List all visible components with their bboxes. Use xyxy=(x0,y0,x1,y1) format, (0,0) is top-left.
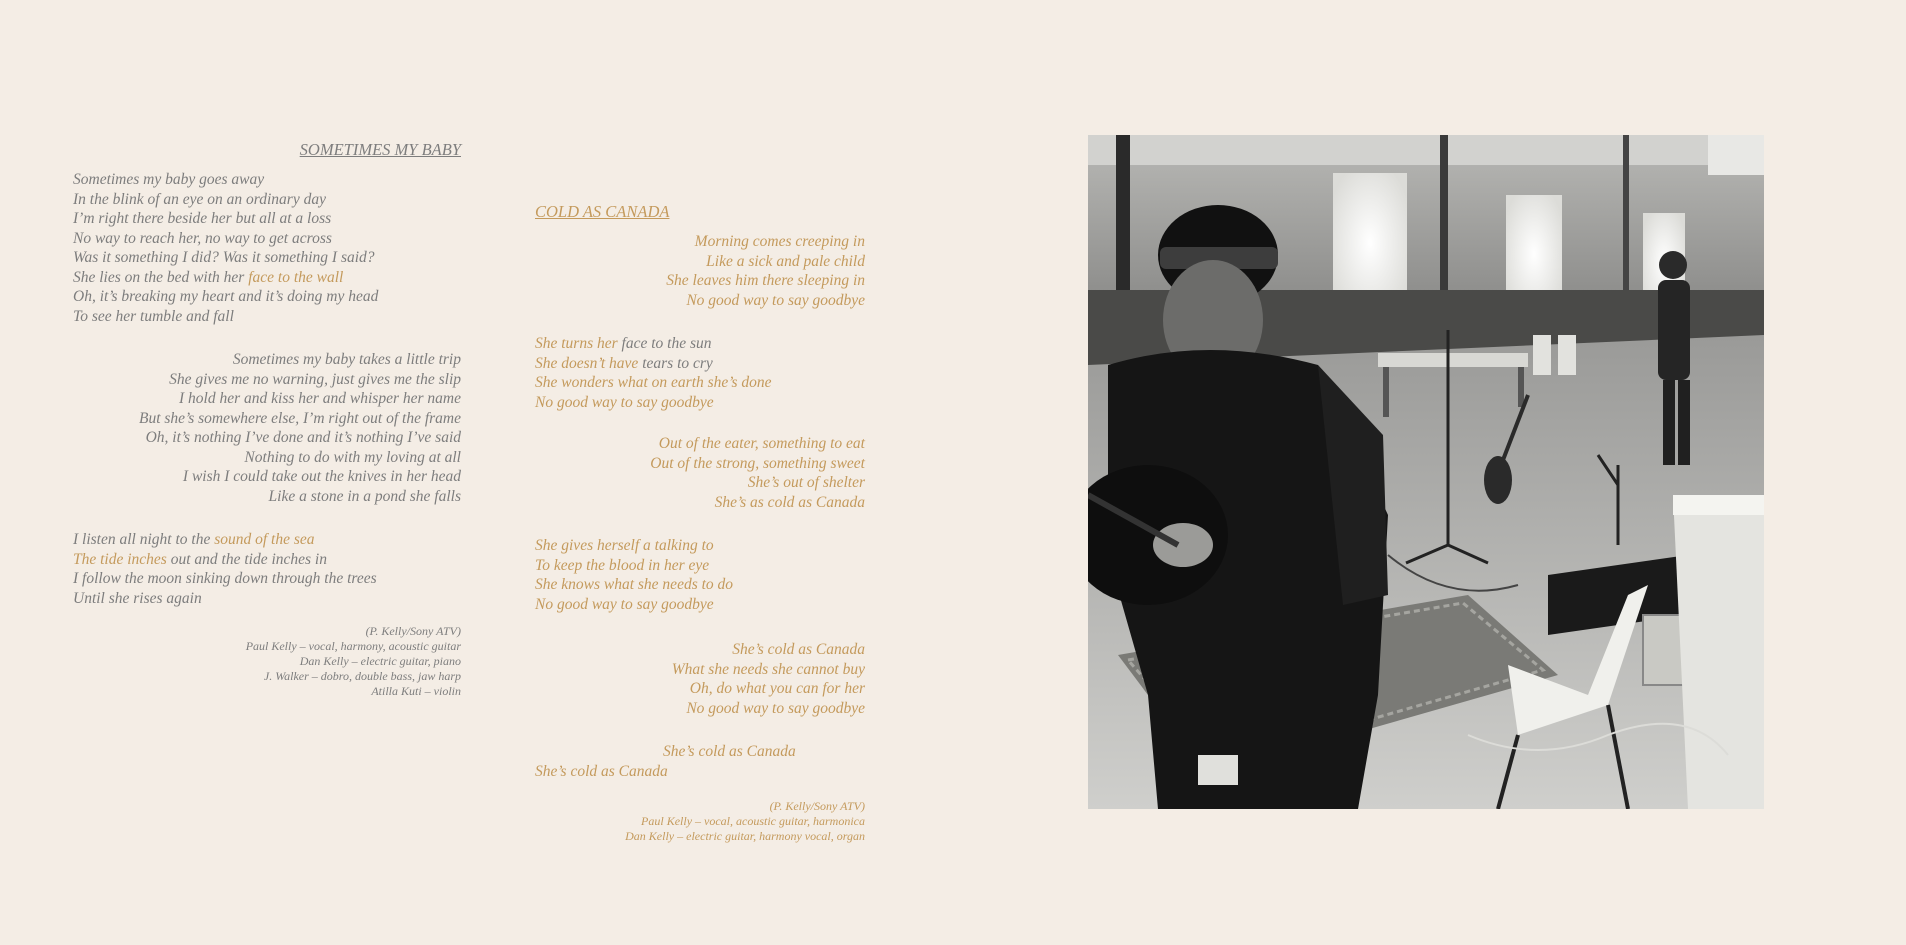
lyric-line: She’s cold as Canada xyxy=(732,641,865,658)
song-credits xyxy=(535,799,865,844)
lyric-line: Like a sick and pale child xyxy=(706,252,865,270)
song-title: SOMETIMES MY BABY xyxy=(299,140,461,159)
lyric-line: No good way to say goodbye xyxy=(535,595,714,613)
lyric-line: She gives herself a talking to xyxy=(535,537,714,554)
lyric-line: Nothing to do with my loving at all xyxy=(244,448,461,466)
lyric-line: Oh, it’s nothing I’ve done and it’s nothing I’ve said xyxy=(145,429,461,446)
stanza-1 xyxy=(535,232,865,310)
lyric-line: She’s cold as Canada xyxy=(663,743,796,760)
publisher-credit: (P. Kelly/Sony ATV) xyxy=(365,624,461,638)
lyrics-cold-as-canada xyxy=(535,202,865,844)
lyric-line xyxy=(73,268,461,288)
stanza-2 xyxy=(535,334,865,412)
stanza-1 xyxy=(73,170,461,326)
lyrics-sometimes-my-baby xyxy=(73,140,461,699)
lyric-line: To keep the blood in her eye xyxy=(535,556,710,574)
lyric-line: Oh, it’s breaking my heart and it’s doing my head xyxy=(73,288,379,305)
lyric-highlight: tears to cry xyxy=(642,354,713,372)
lyric-line: She wonders what on earth she’s done xyxy=(535,374,772,391)
lyric-line: No good way to say goodbye xyxy=(686,699,865,717)
stanza-6 xyxy=(535,742,865,781)
lyric-line: To see her tumble and fall xyxy=(73,307,234,325)
lyric-highlight: The tide inches xyxy=(73,550,167,568)
musician-credit: J. Walker – dobro, double bass, jaw harp xyxy=(263,669,461,683)
lyric-line: But she’s somewhere else, I’m right out of the frame xyxy=(138,409,461,427)
lyric-fragment: She doesn’t have xyxy=(535,354,643,372)
stanza-3 xyxy=(535,434,865,512)
lyric-line: She knows what she needs to do xyxy=(535,576,734,593)
stanza-4 xyxy=(535,536,865,614)
stanza-3 xyxy=(73,530,461,608)
lyric-line: No good way to say goodbye xyxy=(535,393,714,411)
lyric-line: Morning comes creeping in xyxy=(694,233,865,250)
lyric-line xyxy=(535,334,865,354)
musician-credit: Atilla Kuti – violin xyxy=(371,684,461,698)
lyric-line: What she needs she cannot buy xyxy=(671,660,865,678)
lyric-line: Sometimes my baby goes away xyxy=(73,171,265,188)
studio-photo xyxy=(1088,135,1764,809)
photo-illustration xyxy=(1088,135,1764,809)
lyric-line: Out of the eater, something to eat xyxy=(658,435,865,452)
lyric-line xyxy=(535,354,865,374)
lyric-line: I’m right there beside her but all at a loss xyxy=(73,210,332,227)
lyric-line: She’s cold as Canada xyxy=(535,762,668,780)
lyric-line: Out of the strong, something sweet xyxy=(650,454,865,472)
lyric-fragment: She lies on the bed with her xyxy=(73,268,249,286)
song-credits xyxy=(73,624,461,699)
lyric-line: Was it something I did? Was it something I said? xyxy=(73,249,375,266)
lyric-line: I wish I could take out the knives in her head xyxy=(182,468,461,485)
lyric-line: I follow the moon sinking down through the trees xyxy=(73,570,377,587)
lyric-fragment: out and the tide inches in xyxy=(166,550,327,568)
stanza-5 xyxy=(535,640,865,718)
lyric-highlight: face to the wall xyxy=(248,268,344,286)
lyric-line: She gives me no warning, just gives me the slip xyxy=(169,370,461,388)
publisher-credit: (P. Kelly/Sony ATV) xyxy=(769,799,865,813)
musician-credit: Paul Kelly – vocal, harmony, acoustic guitar xyxy=(245,639,461,653)
lyric-line: Sometimes my baby takes a little trip xyxy=(232,351,461,368)
lyric-highlight: sound of the sea xyxy=(214,531,315,548)
lyric-line: She’s as cold as Canada xyxy=(714,493,865,511)
lyric-line: No way to reach her, no way to get across xyxy=(73,229,332,247)
lyric-line: She’s out of shelter xyxy=(747,474,865,491)
stanza-2 xyxy=(73,350,461,506)
lyric-fragment: I listen all night to the xyxy=(73,531,215,548)
lyric-line: In the blink of an eye on an ordinary day xyxy=(73,190,326,208)
musician-credit: Paul Kelly – vocal, acoustic guitar, harmonica xyxy=(641,814,865,828)
lyric-line: Until she rises again xyxy=(73,589,202,607)
lyric-line: I hold her and kiss her and whisper her name xyxy=(179,390,461,407)
lyric-line xyxy=(73,530,461,550)
lyric-line xyxy=(73,550,461,570)
lyric-line: Oh, do what you can for her xyxy=(689,680,865,697)
lyric-highlight: face to the sun xyxy=(621,335,712,352)
song-title: COLD AS CANADA xyxy=(535,202,670,221)
lyric-line: No good way to say goodbye xyxy=(686,291,865,309)
musician-credit: Dan Kelly – electric guitar, harmony vocal, organ xyxy=(625,829,865,843)
lyric-line: Like a stone in a pond she falls xyxy=(268,487,461,505)
lyric-fragment: She turns her xyxy=(535,335,622,352)
musician-credit: Dan Kelly – electric guitar, piano xyxy=(299,654,461,668)
lyric-line: She leaves him there sleeping in xyxy=(666,272,865,289)
